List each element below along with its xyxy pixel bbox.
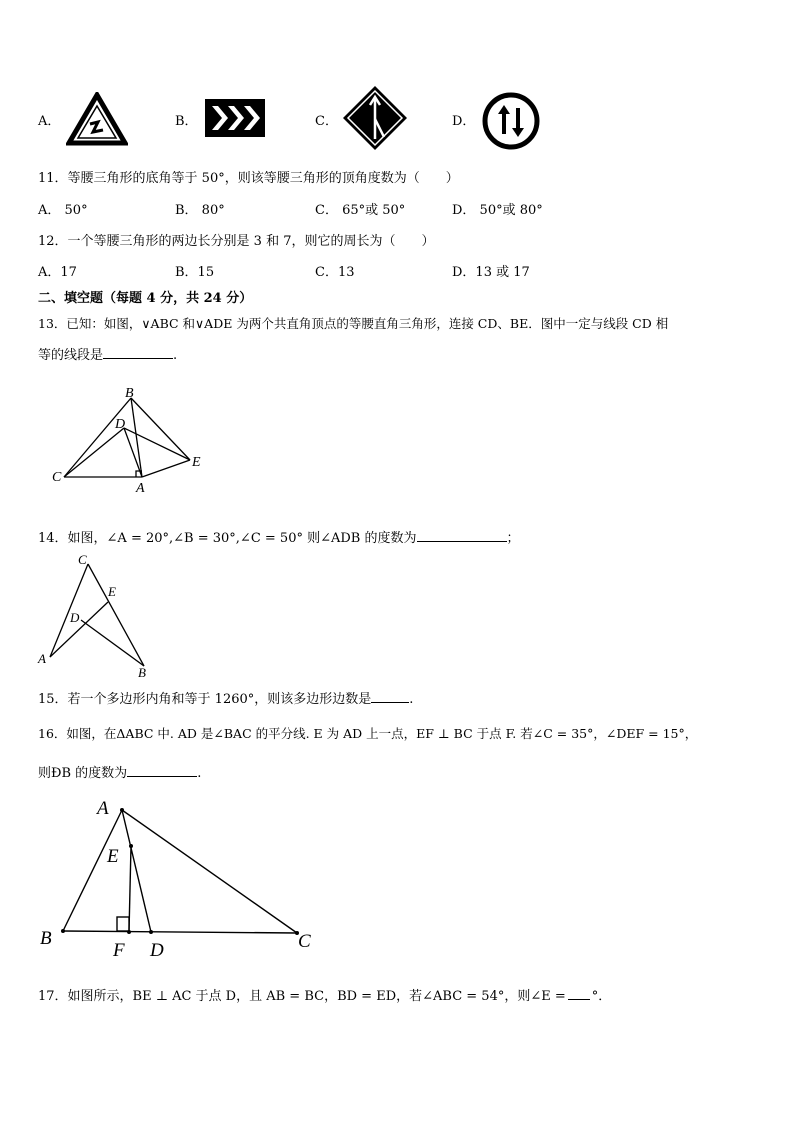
label-a: A [136, 481, 145, 496]
q13-figure [40, 382, 220, 496]
q12-option-a: A．17 [38, 265, 77, 280]
q14-text: 14．如图，∠A = 20°,∠B = 30°,∠C = 50° 则∠ADB 的度数为 [38, 531, 417, 546]
option-letter: A． [38, 114, 61, 129]
q12-option-d: D．13 或 17 [452, 265, 530, 280]
q13-text: 等的线段是 [38, 348, 104, 363]
option-letter: D． [452, 114, 476, 129]
q17-line [38, 985, 611, 1004]
answer-blank[interactable] [371, 690, 409, 703]
label-e: E [192, 455, 201, 470]
answer-blank[interactable] [568, 987, 590, 1000]
q14-end: ； [506, 531, 520, 546]
q11-option-b: B． 80° [175, 203, 225, 218]
q16-line1: 16．如图，在ΔABC 中. AD 是∠BAC 的平分线. E 为 AD 上一点，EF ⊥ BC 于点 F. 若∠C = 35°，∠DEF = 15°， [38, 726, 698, 741]
merge-lane-sign-icon [342, 85, 408, 151]
triangle-warning-icon [66, 92, 128, 146]
label-a: A [38, 651, 46, 666]
q11-option-c: C． 65°或 50° [315, 203, 406, 218]
two-way-arrow-sign-icon [482, 92, 540, 150]
q17-text: 17．如图所示，BE ⊥ AC 于点 D，且 AB = BC，BD = ED，若∠ABC = 54°，则∠E = [38, 989, 566, 1004]
q11-option-a: A． 50° [38, 203, 88, 218]
q13-end: . [173, 348, 178, 363]
chevron-sign-icon [204, 98, 266, 138]
option-letter: B． [175, 114, 198, 129]
label-d: D [70, 610, 80, 625]
q12-option-c: C．13 [315, 265, 355, 280]
label-c: C [78, 552, 87, 567]
section-heading: 二、填空题（每题 4 分，共 24 分） [38, 291, 253, 306]
answer-blank[interactable] [127, 764, 197, 777]
q16-line2 [38, 762, 201, 781]
q16-figure [30, 790, 330, 962]
q11-text: 11．等腰三角形的底角等于 50°，则该等腰三角形的顶角度数为（ ） [38, 171, 459, 186]
q16-end: . [197, 766, 202, 781]
label-b: B [125, 386, 134, 401]
q15-line [38, 688, 413, 707]
q11-option-d: D． 50°或 80° [452, 203, 543, 218]
q15-end: . [409, 692, 414, 707]
label-d: D [115, 417, 126, 432]
answer-blank[interactable] [103, 346, 173, 359]
label-c: C [298, 931, 311, 952]
label-f: F [113, 940, 125, 961]
q17-end: °． [591, 989, 612, 1004]
q14-line [38, 527, 520, 546]
option-letter: C． [315, 114, 338, 129]
q12-text: 12．一个等腰三角形的两边长分别是 3 和 7，则它的周长为（ ） [38, 234, 435, 249]
q14-figure [36, 552, 156, 680]
q13-line2 [38, 344, 177, 363]
label-c: C [52, 470, 62, 485]
answer-blank[interactable] [417, 529, 507, 542]
label-a: A [97, 798, 109, 819]
label-b: B [138, 665, 146, 680]
q13-line1: 13．已知：如图，∨ABC 和∨ADE 为两个共直角顶点的等腰直角三角形，连接 CD、BE．图中一定与线段 CD 相 [38, 316, 669, 331]
label-e: E [107, 846, 119, 867]
label-b: B [40, 928, 52, 949]
label-d: D [150, 940, 164, 961]
q15-text: 15．若一个多边形内角和等于 1260°，则该多边形边数是 [38, 692, 372, 707]
label-e: E [108, 584, 116, 599]
q16-text: 则ÐB 的度数为 [38, 766, 128, 781]
q12-option-b: B．15 [175, 265, 215, 280]
